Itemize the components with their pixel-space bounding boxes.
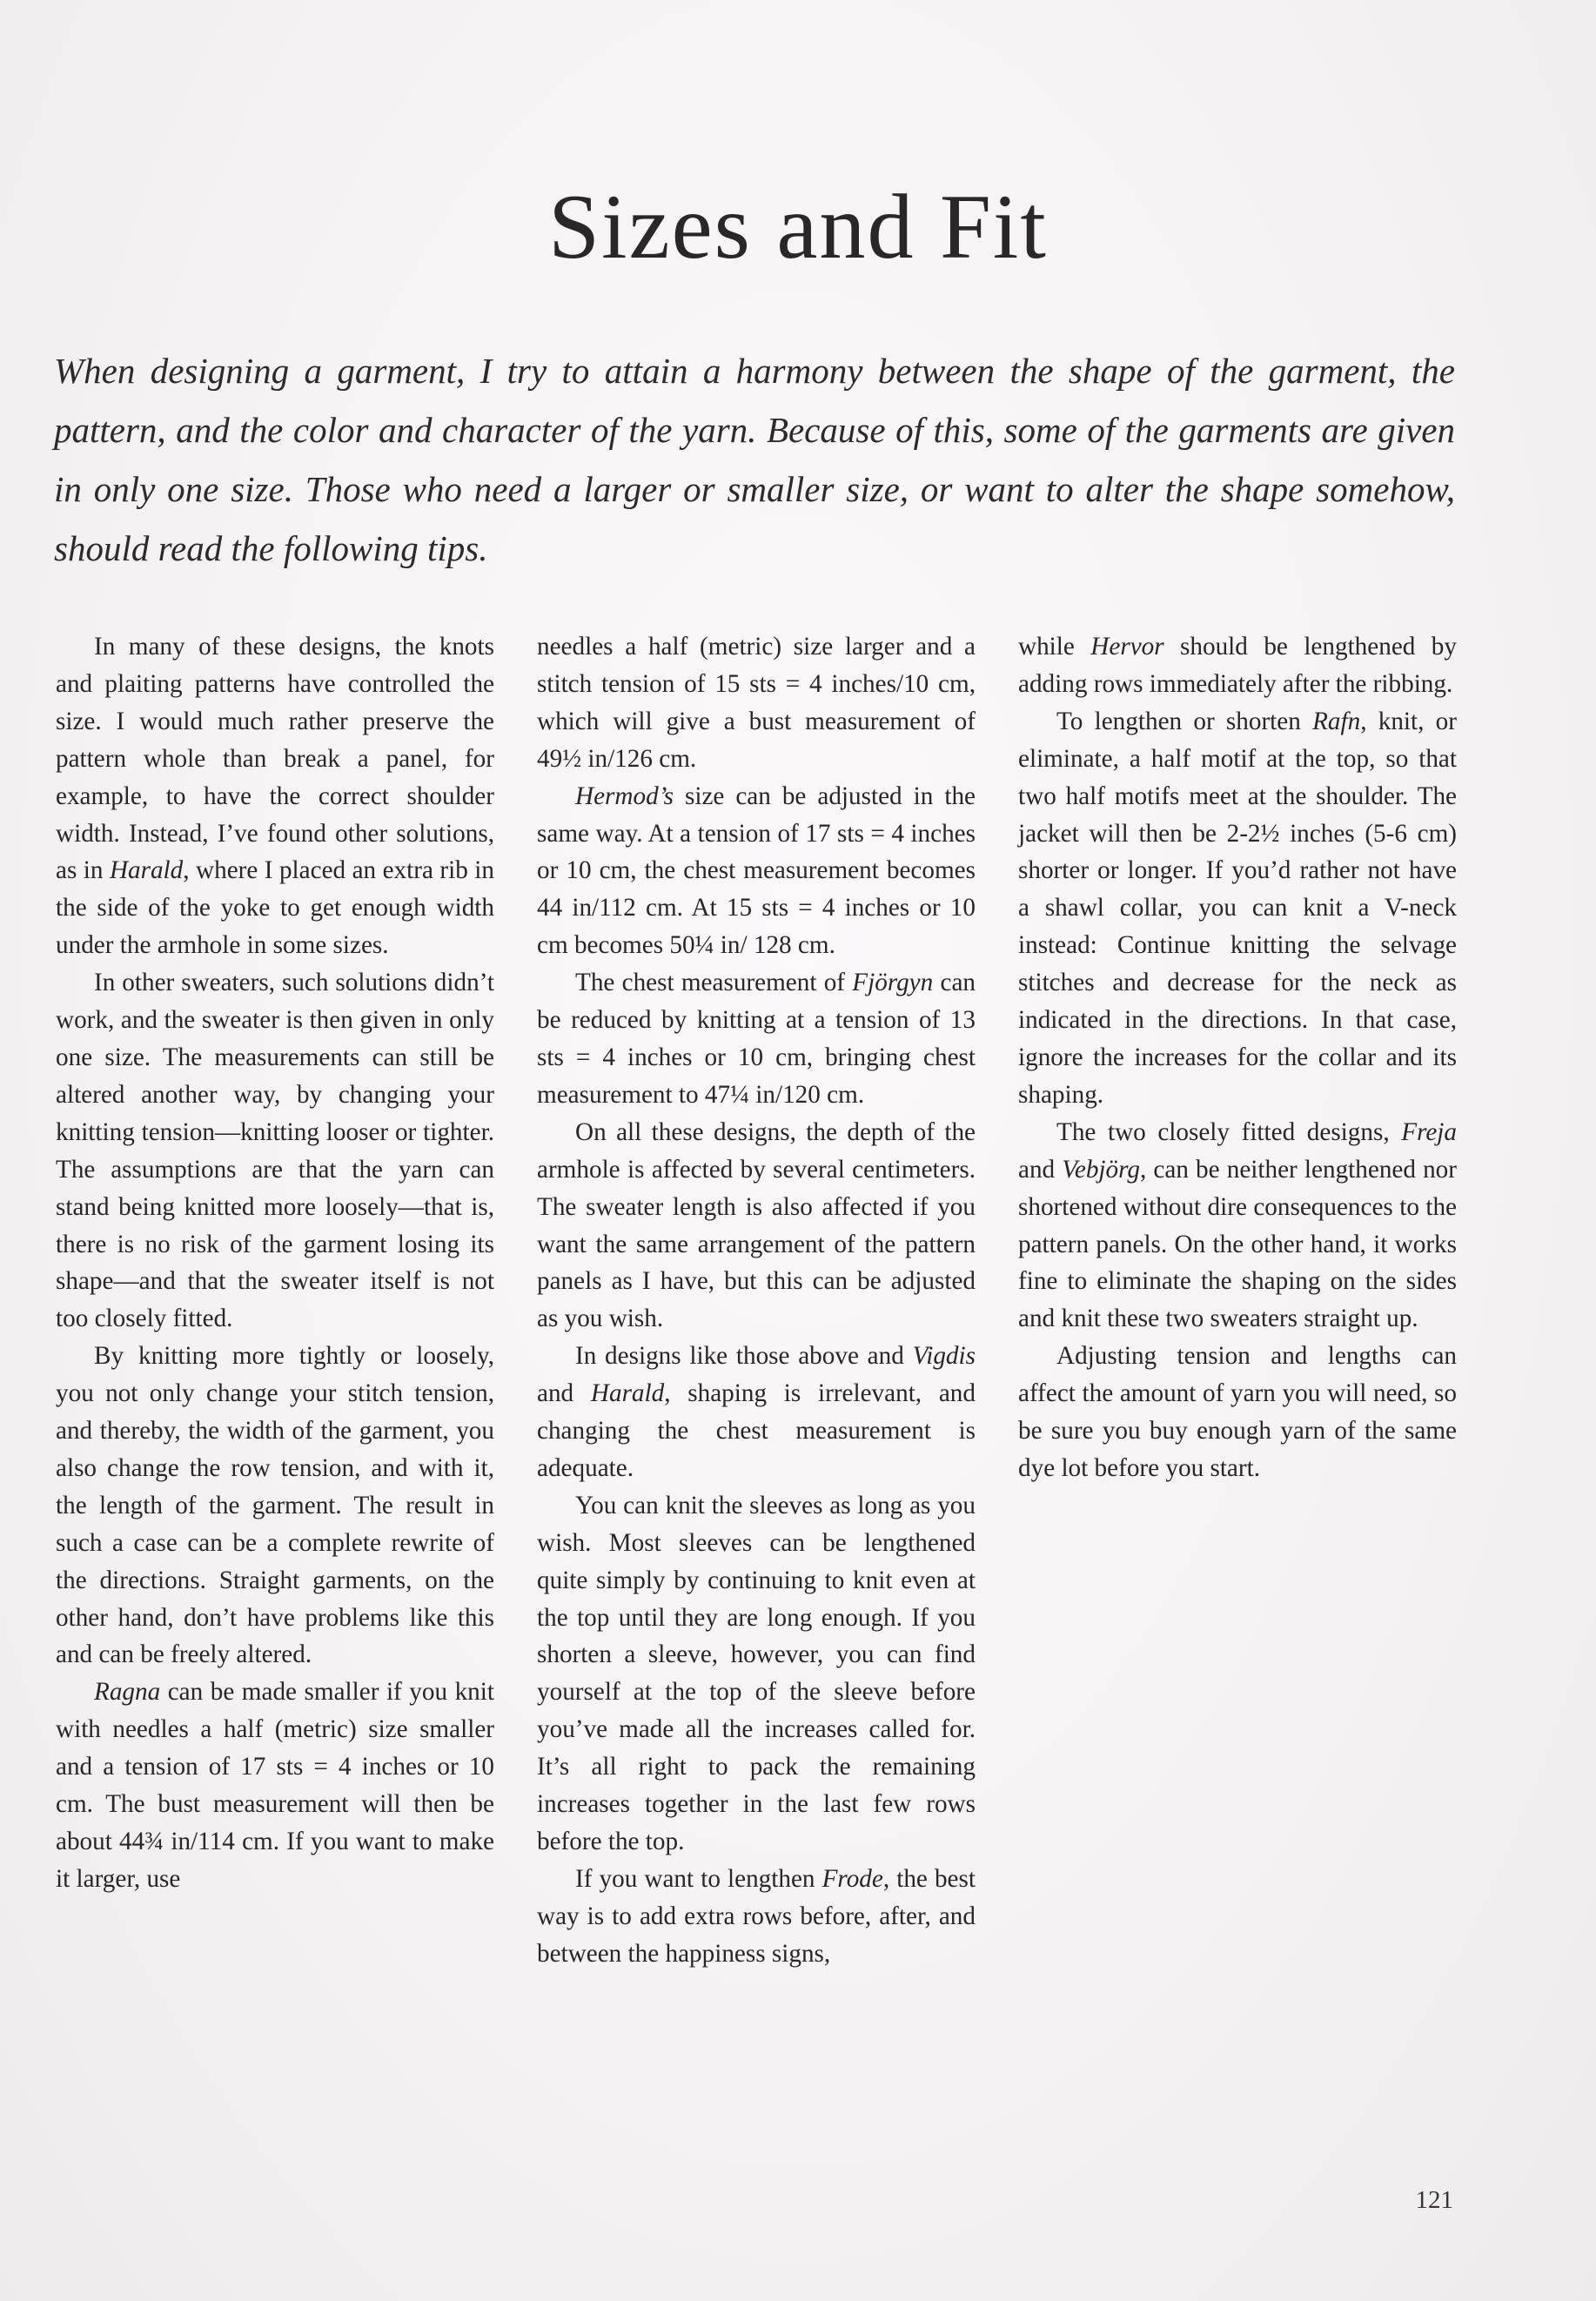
- paragraph-text: can be made smaller if you knit with needles a half (metric) size smaller and a tension of 17 sts = 4 inches or 10 cm. The bust measurement will then be about 44¾ in/114 cm. If you want to make it larger, use: [56, 1678, 494, 1893]
- paragraph-text: The two closely fitted designs,: [1056, 1117, 1402, 1146]
- column-2: [537, 628, 976, 2021]
- column-1: [56, 628, 494, 2021]
- body-paragraph: [56, 1674, 494, 1897]
- paragraph-text: In other sweaters, such solutions didn’t work, and the sweater is then given in only one size. The measurements can still be altered another way, by changing your knitting tension—knitting looser or tighter. The assumptions are that the yarn can stand being knitted more loosely—that is, there is no risk of the garment losing its shape—and that the sweater itself is not too closely fitted.: [56, 969, 494, 1333]
- design-name: Vebjörg: [1062, 1155, 1140, 1184]
- body-paragraph: [537, 964, 976, 1114]
- design-name: Hermod’s: [575, 782, 674, 810]
- body-paragraph: [1018, 628, 1457, 703]
- paragraph-text: , can be neither lengthened nor shortened without dire consequences to the pattern panels. On the other hand, it works fine to eliminate the shaping on the sides and knit these two sweaters straight up.: [1018, 1155, 1457, 1333]
- page-title: Sizes and Fit: [548, 176, 1048, 278]
- paragraph-text: , shaping is irrelevant, and changing the chest measurement is adequate.: [537, 1379, 976, 1482]
- body-paragraph: [537, 1487, 976, 1861]
- design-name: Vigdis: [912, 1342, 976, 1371]
- body-paragraph: [537, 778, 976, 965]
- paragraph-text: If you want to lengthen: [575, 1864, 822, 1893]
- body-paragraph: [537, 1114, 976, 1338]
- paragraph-text: To lengthen or shorten: [1056, 707, 1313, 735]
- paragraph-text: On all these designs, the depth of the armhole is affected by several centimeters. The sweater length is also affected if you want the same arrangement of the pattern panels as I have, but this can be adjusted as you wish.: [537, 1117, 976, 1333]
- body-paragraph: [56, 1338, 494, 1674]
- column-3: [1018, 628, 1457, 2021]
- body-paragraph: [537, 1338, 976, 1487]
- design-name: Ragna: [94, 1678, 161, 1707]
- paragraph-text: In designs like those above and: [575, 1342, 913, 1371]
- design-name: Frode: [821, 1864, 883, 1893]
- paragraph-text: You can knit the sleeves as long as you wish. Most sleeves can be lengthened quite simply by continuing to knit even at the top until they are long enough. If you shorten a sleeve, however, you can find yourself at the top of the sleeve before you’ve made all the increases called for. It’s all right to pack the remaining increases together in the last few rows before the top.: [537, 1491, 976, 1855]
- design-name: Rafn: [1312, 707, 1361, 735]
- paragraph-text: , the best way is to add extra rows before, after, and between the happiness signs,: [537, 1864, 976, 1968]
- paragraph-text: In many of these designs, the knots and plaiting patterns have controlled the size. I would much rather preserve the pattern whole than break a panel, for example, to have the correct shoulder width. Instead, I’ve found other solutions, as in: [56, 633, 494, 885]
- paragraph-text: Adjusting tension and lengths can affect the amount of yarn you will need, so be sure you buy enough yarn of the same dye lot before you start.: [1018, 1342, 1457, 1482]
- paragraph-text: The chest measurement of: [575, 969, 853, 997]
- paragraph-text: , where I placed an extra rib in the side of the yoke to get enough width under the armhole in some sizes.: [56, 856, 494, 960]
- design-name: Hervor: [1090, 633, 1164, 661]
- paragraph-text: while: [1018, 633, 1091, 661]
- body-paragraph: [1018, 1338, 1457, 1487]
- body-paragraph: [537, 628, 976, 778]
- design-name: Freja: [1401, 1117, 1457, 1146]
- body-paragraph: [537, 1861, 976, 1973]
- paragraph-text: needles a half (metric) size larger and a stitch tension of 15 sts = 4 inches/10 cm, which will give a bust measurement of 49½ in/126 cm.: [537, 633, 976, 773]
- paragraph-text: and: [537, 1379, 591, 1408]
- body-paragraph: [56, 628, 494, 964]
- paragraph-text: , knit, or eliminate, a half motif at the top, so that two half motifs meet at the shoulder. The jacket will then be 2-2½ inches (5-6 cm) shorter or longer. If you’d rather not have a shawl collar, you can knit a V-neck instead: Continue knitting the selvage stitches and decrease for the neck as indicated in the directions. In that case, ignore the increases for the collar and its shaping.: [1018, 707, 1457, 1109]
- design-name: Fjörgyn: [852, 969, 934, 997]
- paragraph-text: size can be adjusted in the same way. At a tension of 17 sts = 4 inches or 10 cm, the chest measurement becomes 44 in/112 cm. At 15 sts = 4 inches or 10 cm becomes 50¼ in/ 128 cm.: [537, 782, 976, 960]
- paragraph-text: By knitting more tightly or loosely, you not only change your stitch tension, and thereby, the width of the garment, you also change the row tension, and with it, the length of the garment. The result in such a case can be a complete rewrite of the directions. Straight garments, on the other hand, don’t have problems like this and can be freely altered.: [56, 1342, 494, 1669]
- intro-paragraph: When designing a garment, I try to attain a harmony between the shape of the garment, the pattern, and the color and character of the yarn. Because of this, some of the garments are given in only one size. Those who need a larger or smaller size, or want to alter the shape somehow, should read the following tips.: [54, 351, 1455, 568]
- paragraph-text: should be lengthened by adding rows immediately after the ribbing.: [1018, 633, 1457, 698]
- design-name: Harald: [109, 856, 184, 885]
- page-number: 121: [1415, 2186, 1453, 2214]
- paragraph-text: can be reduced by knitting at a tension of 13 sts = 4 inches or 10 cm, bringing chest measurement to 47¼ in/120 cm.: [537, 969, 976, 1109]
- body-paragraph: [1018, 1114, 1457, 1338]
- body-columns: [56, 628, 1457, 2021]
- paragraph-text: and: [1018, 1155, 1063, 1184]
- body-paragraph: [56, 964, 494, 1338]
- design-name: Harald: [590, 1379, 665, 1408]
- body-paragraph: [1018, 703, 1457, 1114]
